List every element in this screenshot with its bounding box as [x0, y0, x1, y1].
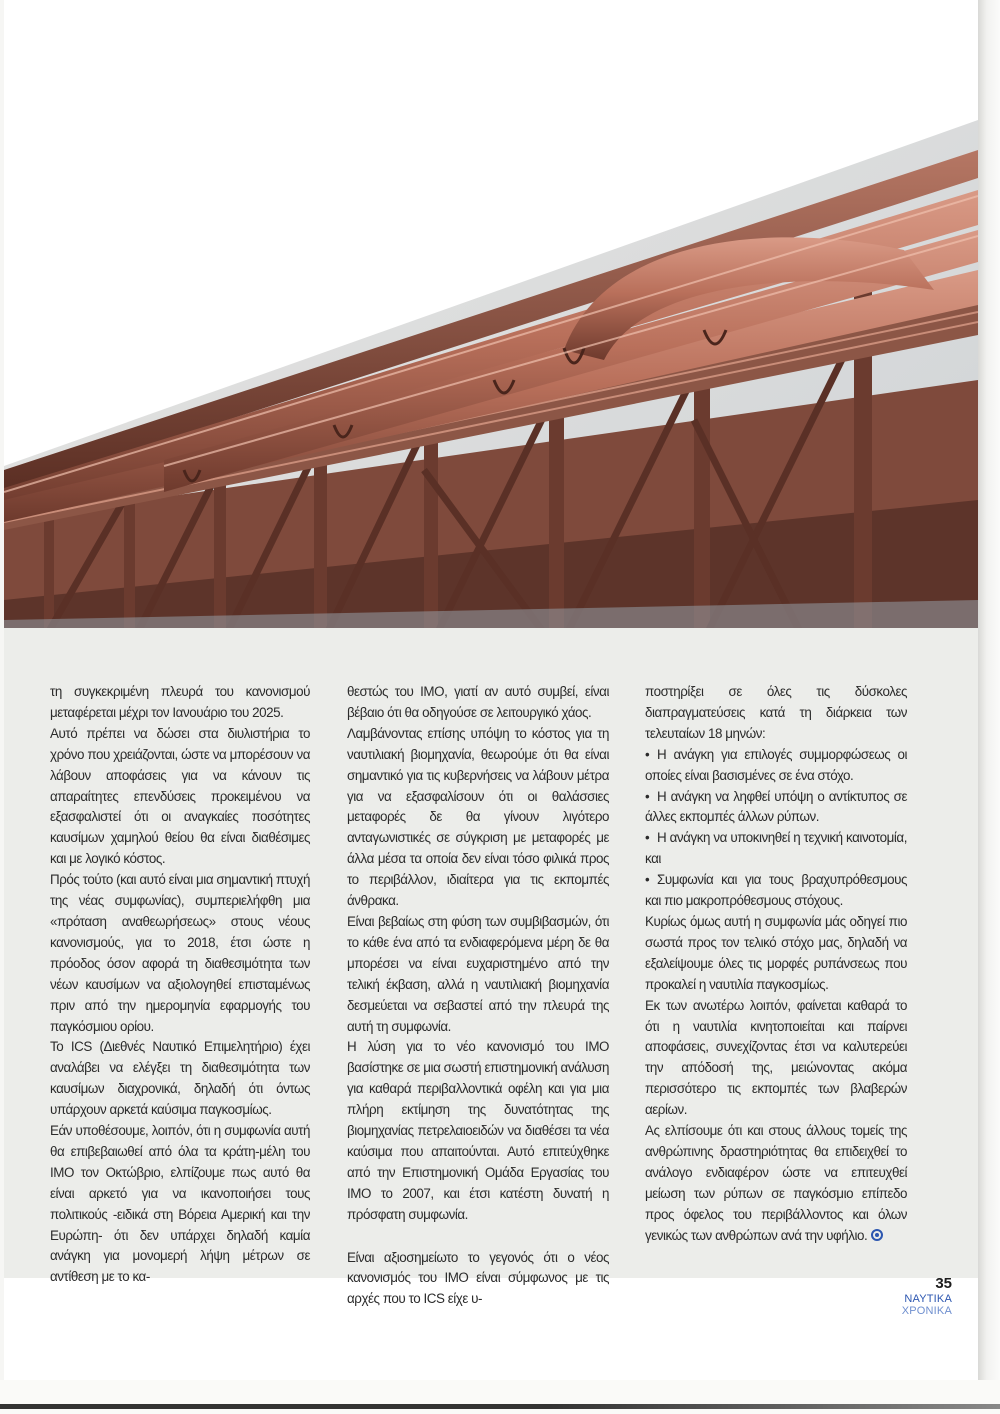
paragraph: Λαμβάνοντας επίσης υπόψη το κόστος για τη ναυτιλιακή βιομηχανία, θεωρούμε ότι θα είναι σημαντικό για τις κυβερνήσεις να λάβουν μέτρα για να εξασφαλίσουν ότι οι θαλάσσιες μεταφορές δε θα γίνουν λιγότερο ανταγωνιστικές σε σύγκριση με μεταφορές με άλλα μέσα τα οποία δεν είναι τόσο φιλικά προς το περιβάλλον, ιδιαίτερα για τις εκπομπές άνθρακα. — [347, 725, 609, 909]
article-column-1 — [50, 682, 310, 1288]
closing-text: Ας ελπίσουμε ότι και στους άλλους τομείς της ανθρώπινης δραστηριότητας θα επιδειχθεί το ανάλογο ενδιαφέρον ώστε να επιτευχθεί μείωση των ρύπων σε παγκόσμιο επίπεδο προς όφελος του περιβάλλοντος και όλων γενικώς των ανθρώπων ανά την υφήλιο. — [645, 1123, 907, 1243]
magazine-name — [880, 1293, 952, 1317]
article-column-2 — [347, 682, 609, 1310]
paragraph: Αυτό πρέπει να δώσει στα διυλιστήρια το χρόνο που χρειάζονται, ώστε να μπορέσουν να λάβουν αποφάσεις για να κάνουν τις απαραίτητες επενδύσεις προκειμένου να εξασφαλιστεί ότι οι αναγκαίες ποσότητες καυσίμων χαμηλού θείου θα είναι διαθέσιμες και με λογικό κόστος. — [50, 725, 310, 867]
bullet-dot-icon: • — [645, 788, 650, 804]
scan-edge-line — [0, 1404, 1000, 1409]
page-number: 35 — [935, 1275, 952, 1292]
magazine-name-line-2: ΧΡΟΝΙΚΑ — [901, 1305, 952, 1317]
page-edge-shadow — [978, 0, 1000, 1380]
paragraph: Εκ των ανωτέρω λοιπόν, φαίνεται καθαρά το ότι η ναυτιλία κινητοποιείται και παίρνει αποφάσεις, συνεχίζοντας έτσι να καλυτερεύει την απόδοσή της, μειώνοντας ακόμα περισσότερο τις εκπομπές των βλαβερών αερίων. — [645, 997, 907, 1118]
bullet-dot-icon: • — [645, 872, 650, 888]
paragraph: ποστηρίξει σε όλες τις δύσκολες διαπραγματεύσεις κατά τη διάρκεια των τελευταίων 18 μηνών: — [645, 684, 907, 741]
bullet-dot-icon: • — [645, 746, 650, 762]
article-column-3 — [645, 682, 907, 1246]
paragraph: Πρός τούτο (και αυτό είναι μια σημαντική πτυχή της νέας συμφωνίας), συμπεριελήφθη μια «πρόταση αναθεωρήσεως» στους νέους κανονισμούς, για το 2018, έτσι ώστε η πρόοδος όσον αφορά τη διαθεσιμότητα των νέων καυσίμων να αξιολογηθεί επισταμένως πριν από την ημερομηνία εφαρμογής του παγκόσμιου ορίου. — [50, 872, 310, 1034]
paragraph: Είναι αξιοσημείωτο το γεγονός ότι ο νέος κανονισμός του ΙΜΟ είναι σύμφωνος με τις αρχές που το ICS είχε υ- — [347, 1249, 609, 1307]
paragraph: Το ICS (Διεθνές Ναυτικό Επιμελητήριο) έχει αναλάβει να ελέγξει τη διαθεσιμότητα των καυσίμων διαχρονικά, δηλαδή ότι όντως υπάρχουν αρκετά καύσιμα παγκοσμίως. — [50, 1039, 310, 1118]
bullet-text: Συμφωνία και για τους βραχυπρόθεσμους και πιο μακροπρόθεσμους στόχους. — [645, 872, 907, 909]
paragraph-gap — [347, 1226, 609, 1248]
bullet-item — [645, 828, 907, 870]
paragraph: Κυρίως όμως αυτή η συμφωνία μάς οδηγεί πιο σωστά προς τον τελικό στόχο μας, δηλαδή να εξαλείψουμε όλες τις μορφές ρυπάνσεως που προκαλεί η ναυτιλία παγκοσμίως. — [645, 913, 907, 992]
paragraph: τη συγκεκριμένη πλευρά του κανονισμού μεταφέρεται μέχρι τον Ιανουάριο του 2025. — [50, 684, 310, 720]
paragraph: θεστώς του ΙΜΟ, γιατί αν αυτό συμβεί, είναι βέβαιο ότι θα οδηγούσε σε λειτουργικό χάος. — [347, 684, 609, 720]
bullet-item — [645, 787, 907, 829]
pipeline-photo — [4, 0, 978, 640]
bullet-text: Η ανάγκη να υποκινηθεί η τεχνική καινοτομία, και — [645, 830, 907, 867]
magazine-name-line-1: ΝΑΥΤΙΚΑ — [904, 1293, 952, 1305]
bullet-dot-icon: • — [645, 830, 650, 846]
paragraph: Η λύση για το νέο κανονισμό του ΙΜΟ βασίστηκε σε μια σωστή επιστημονική ανάλυση για καθαρά περιβαλλοντικά οφέλη και για μια πλήρη εκτίμηση της δυνατότητας της βιομηχανίας πετρελαιοειδών να διαθέσει τα νέα καύσιμα που απαιτούνται. Αυτό επιτεύχθηκε από την Επιστημονική Ομάδα Εργασίας του ΙΜΟ το 2007, και έτσι κατέστη δυνατή η πρόσφατη συμφωνία. — [347, 1039, 609, 1222]
paragraph: Εάν υποθέσουμε, λοιπόν, ότι η συμφωνία αυτή θα επιβεβαιωθεί από όλα τα κράτη-μέλη του ΙΜΟ τον Οκτώβριο, ελπίζουμε πως αυτό θα είναι αρκετό για να ικανοποιήσει τους πολιτικούς -ειδικά στη Βόρεια Αμερική και την Ευρώπη- ότι δεν υπάρχει δηλαδή καμία ανάγκη για μονομερή λήψη μέτρων σε αντίθεση με το κα- — [50, 1123, 310, 1285]
bullet-text: Η ανάγκη να ληφθεί υπόψη ο αντίκτυπος σε άλλες εκπομπές άλλων ρύπων. — [645, 788, 907, 825]
article-end-icon — [871, 1229, 883, 1241]
closing-paragraph — [645, 1121, 907, 1246]
paragraph: Είναι βεβαίως στη φύση των συμβιβασμών, ότι το κάθε ένα από τα ενδιαφερόμενα μέρη δε θα μπορέσει να είναι ευχαριστημένο από την τελική έκβαση, αλλά η ναυτιλιακή βιομηχανία δεσμεύεται να σεβαστεί από την πλευρά της αυτή τη συμφωνία. — [347, 913, 609, 1034]
bullet-item — [645, 745, 907, 787]
bullet-item — [645, 870, 907, 912]
bullet-text: Η ανάγκη για επιλογές συμμορφώσεως οι οποίες είναι βασισμένες σε ένα στόχο. — [645, 746, 907, 783]
